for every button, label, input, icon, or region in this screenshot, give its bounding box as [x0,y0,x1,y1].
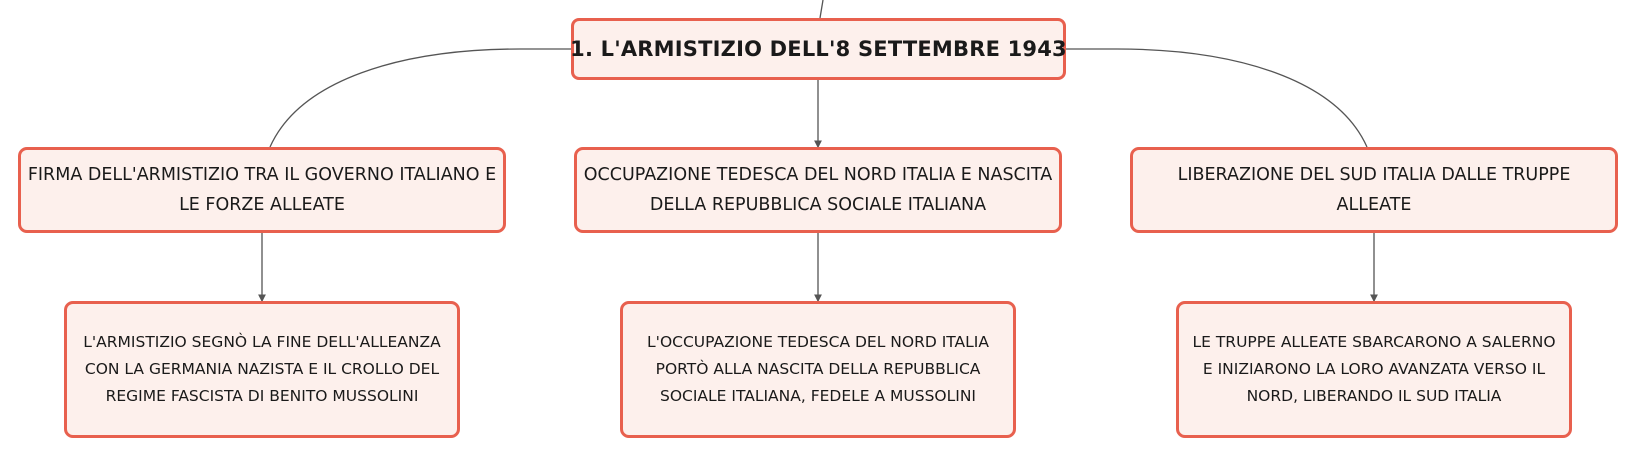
detail-label: L'OCCUPAZIONE TEDESCA DEL NORD ITALIA PORTÒ ALLA NASCITA DELLA REPUBBLICA SOCIALE ITALIANA, FEDELE A MUSSOLINI [647,333,989,405]
subtopic-node-armistice-signing[interactable] [18,147,506,233]
subtopic-label: LIBERAZIONE DEL SUD ITALIA DALLE TRUPPE ALLEATE [1177,165,1571,215]
detail-label: LE TRUPPE ALLEATE SBARCARONO A SALERNO E INIZIARONO LA LORO AVANZATA VERSO IL NORD, LIBERANDO IL SUD ITALIA [1192,333,1556,405]
connector-root-to-right-topic [1066,49,1367,147]
detail-node-armistice-signing[interactable] [64,301,460,438]
root-topic-label: 1. L'ARMISTIZIO DELL'8 SETTEMBRE 1943 [570,37,1067,61]
detail-label: L'ARMISTIZIO SEGNÒ LA FINE DELL'ALLEANZA CON LA GERMANIA NAZISTA E IL CROLLO DEL REGIME FASCISTA DI BENITO MUSSOLINI [83,333,441,405]
subtopic-node-german-occupation[interactable] [574,147,1062,233]
root-topic-node[interactable] [571,18,1066,80]
subtopic-node-southern-liberation[interactable] [1130,147,1618,233]
subtopic-label: FIRMA DELL'ARMISTIZIO TRA IL GOVERNO ITALIANO E LE FORZE ALLEATE [27,165,497,215]
connector-incoming [820,0,823,18]
subtopic-label: OCCUPAZIONE TEDESCA DEL NORD ITALIA E NASCITA DELLA REPUBBLICA SOCIALE ITALIANA [583,165,1053,215]
detail-node-southern-liberation[interactable] [1176,301,1572,438]
connector-root-to-left-topic [270,49,571,147]
detail-node-german-occupation[interactable] [620,301,1016,438]
